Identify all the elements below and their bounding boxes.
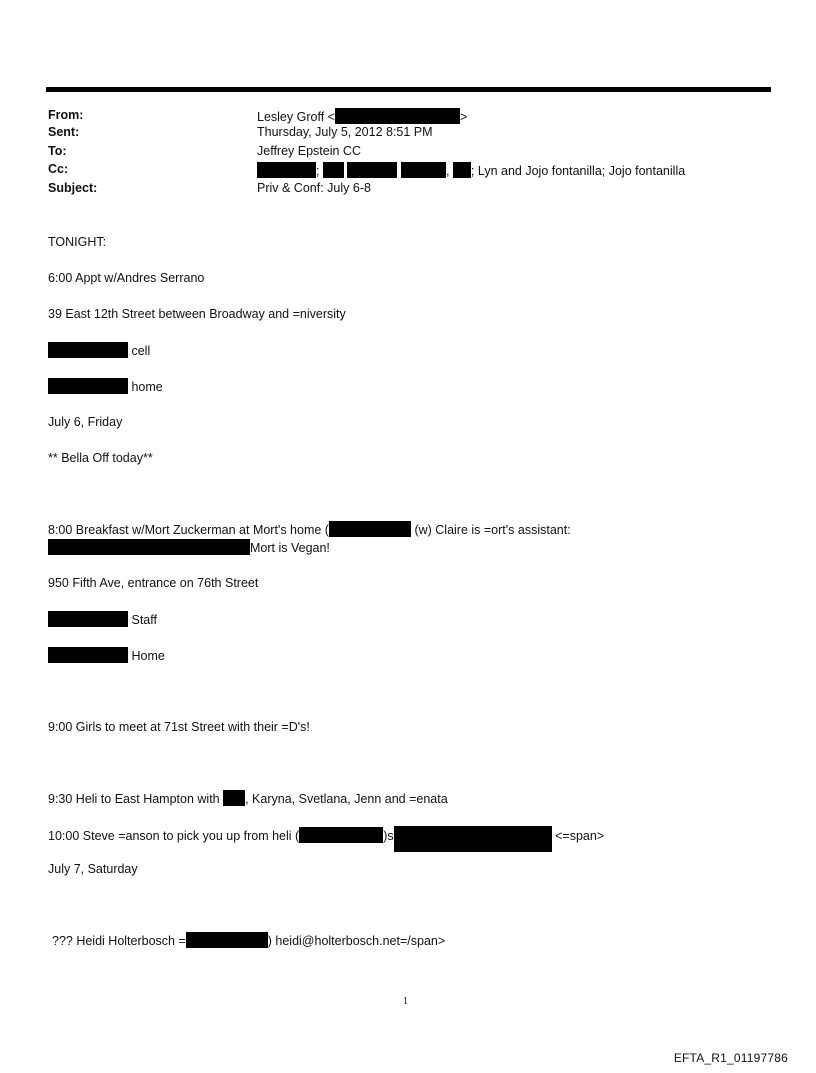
to-label: To: <box>48 144 67 158</box>
steve-text-3: <=span> <box>555 829 605 843</box>
sent-row <box>48 125 748 141</box>
to-value: Jeffrey Epstein CC <box>257 144 361 158</box>
home-label: home <box>131 380 163 394</box>
steve-text-2: )s <box>383 829 394 843</box>
header-divider <box>46 87 771 92</box>
redaction <box>223 790 245 806</box>
redaction <box>48 342 128 358</box>
heli-line <box>48 790 448 807</box>
address-line-2: 950 Fifth Ave, entrance on 76th Street <box>48 576 259 590</box>
from-close: > <box>459 110 468 124</box>
heidi-text-2: ) heidi@holterbosch.net=/span> <box>267 934 446 948</box>
cc-separator: , <box>445 164 450 178</box>
home-line <box>48 378 163 395</box>
home-line-2 <box>48 647 165 664</box>
appt-line: 6:00 Appt w/Andres Serrano <box>48 271 205 285</box>
from-name: Lesley Groff < <box>257 110 335 124</box>
redaction <box>453 162 471 178</box>
home-label-2: Home <box>131 649 165 663</box>
subject-label: Subject: <box>48 181 98 195</box>
date-line: July 6, Friday <box>48 415 123 429</box>
cell-label: cell <box>131 344 151 358</box>
breakfast-text: 8:00 Breakfast w/Mort Zuckerman at Mort's home ( <box>48 523 329 537</box>
steve-text: 10:00 Steve =anson to pick you up from heli ( <box>48 829 300 843</box>
cell-line <box>48 342 150 359</box>
to-row <box>48 144 748 160</box>
redaction <box>335 108 460 124</box>
heidi-text: ??? Heidi Holterbosch = <box>52 934 186 948</box>
sent-value: Thursday, July 5, 2012 8:51 PM <box>257 125 433 139</box>
redaction <box>48 378 128 394</box>
cc-value <box>257 162 685 179</box>
breakfast-line <box>48 521 571 538</box>
date-line-2: July 7, Saturday <box>48 862 138 876</box>
cc-label: Cc: <box>48 162 69 176</box>
bella-note: ** Bella Off today** <box>48 451 153 465</box>
address-line: 39 East 12th Street between Broadway and =niversity <box>48 307 346 321</box>
subject-row <box>48 181 748 197</box>
redaction <box>323 162 344 178</box>
redaction <box>329 521 411 537</box>
redaction <box>401 162 446 178</box>
from-value <box>257 108 467 125</box>
redaction <box>48 611 128 627</box>
redaction <box>394 826 552 852</box>
girls-line: 9:00 Girls to meet at 71st Street with their =D's! <box>48 720 310 734</box>
heidi-line <box>52 932 445 949</box>
redaction <box>48 539 250 555</box>
redaction <box>48 647 128 663</box>
bates-number: EFTA_R1_01197786 <box>673 1051 788 1065</box>
cc-tail: ; Lyn and Jojo fontanilla; Jojo fontanilla <box>470 164 686 178</box>
sent-label: Sent: <box>48 125 80 139</box>
vegan-text: Mort is Vegan! <box>250 541 330 555</box>
staff-line <box>48 611 157 628</box>
subject-value: Priv & Conf: July 6-8 <box>257 181 371 195</box>
cc-separator: ; <box>316 164 320 178</box>
redaction <box>186 932 268 948</box>
steve-line <box>48 826 604 852</box>
breakfast-text-2: (w) Claire is =ort's assistant: <box>414 523 571 537</box>
from-row <box>48 108 748 124</box>
staff-label: Staff <box>131 613 157 627</box>
heli-text-2: , Karyna, Svetlana, Jenn and =enata <box>245 792 448 806</box>
heli-text: 9:30 Heli to East Hampton with <box>48 792 220 806</box>
redaction <box>299 827 383 843</box>
vegan-line <box>48 539 330 556</box>
redaction <box>257 162 316 178</box>
page-number: 1 <box>403 996 408 1007</box>
redaction <box>347 162 397 178</box>
tonight-heading: TONIGHT: <box>48 235 107 249</box>
from-label: From: <box>48 108 84 122</box>
cc-row <box>48 162 768 178</box>
